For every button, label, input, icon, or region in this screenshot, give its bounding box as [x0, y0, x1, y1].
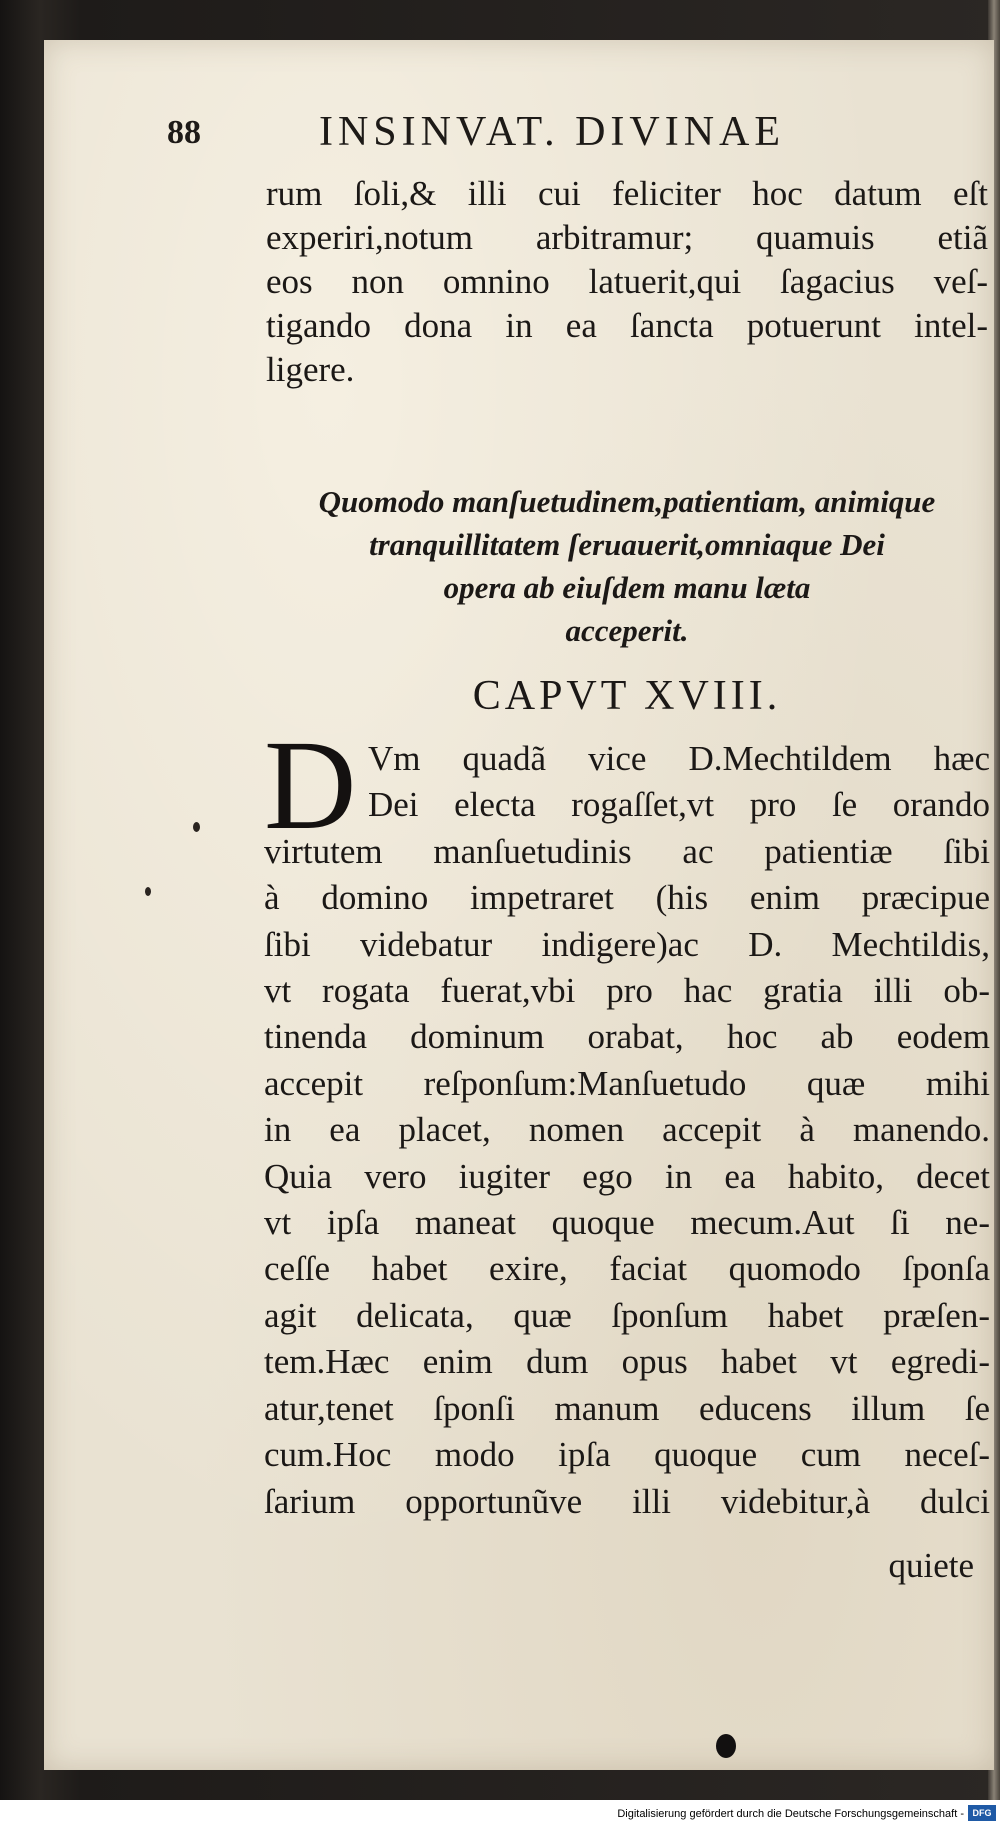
- text-line: Dei electa rogaſſet,vt pro ſe orando: [368, 785, 990, 825]
- continued-paragraph: [266, 172, 988, 392]
- text-line: eos non omnino latuerit,qui ſagacius veſ-: [266, 262, 988, 301]
- text-line: tem.Hæc enim dum opus habet vt egredi-: [264, 1342, 990, 1382]
- summary-line: tranquillitatem ſeruauerit,omniaque Dei: [369, 527, 885, 562]
- ink-blot: [716, 1734, 736, 1758]
- text-line: Vm quadã vice D.Mechtildem hæc: [368, 739, 990, 778]
- text-line: in ea placet, nomen accepit à manendo.: [264, 1110, 990, 1150]
- chapter-summary: [262, 480, 992, 652]
- chapter-title: CAPVT XVIII.: [472, 673, 782, 719]
- text-line: vt ipſa maneat quoque mecum.Aut ſi ne-: [264, 1203, 990, 1243]
- text-line: vt rogata fuerat,vbi pro hac gratia illi ob-: [264, 971, 990, 1011]
- summary-line: opera ab eiuſdem manu læta: [443, 570, 811, 605]
- text-line: experiri,notum arbitramur; quamuis etiã: [266, 218, 988, 257]
- catchword: quiete: [888, 1546, 974, 1585]
- text-line: virtutem manſuetudinis ac patientiæ ſibi: [264, 831, 990, 871]
- text-line: tinenda dominum orabat, hoc ab eodem: [264, 1017, 990, 1057]
- summary-line: Quomodo manſuetudinem,patientiam, animique: [318, 484, 936, 519]
- chapter-body: [264, 736, 990, 1525]
- text-line: ceſſe habet exire, faciat quomodo ſponſa: [264, 1249, 990, 1289]
- text-line: tigando dona in ea ſancta potuerunt intel-: [266, 306, 988, 345]
- text-line: rum ſoli,& illi cui feliciter hoc datum eſt: [266, 174, 988, 213]
- text-line: ſibi videbatur indigere)ac D. Mechtildis,: [264, 924, 990, 964]
- summary-line: acceperit.: [565, 613, 689, 648]
- text-line: accepit reſponſum:Manſuetudo quæ mihi: [264, 1063, 990, 1103]
- page-number: 88: [167, 114, 201, 151]
- footer-band: [0, 1800, 1000, 1824]
- text-line: cum.Hoc modo ipſa quoque cum neceſ-: [264, 1435, 990, 1475]
- text-line: atur,tenet ſponſi manum educens illum ſe: [264, 1388, 990, 1428]
- text-line: ligere.: [266, 350, 355, 389]
- ink-speck: [193, 822, 200, 832]
- text-line: agit delicata, quæ ſponſum habet præſen-: [264, 1295, 990, 1335]
- text-line: Quia vero iugiter ego in ea habito, decet: [264, 1156, 990, 1196]
- funding-credit: Digitalisierung gefördert durch die Deutsche Forschungsgemeinschaft -: [617, 1808, 964, 1820]
- running-head: INSINVAT. DIVINAE: [318, 109, 786, 155]
- text-line: à domino impetraret (his enim præcipue: [264, 878, 990, 918]
- ink-speck: [145, 887, 151, 896]
- text-line: ſarium opportunũve illi videbitur,à dulci: [264, 1481, 990, 1521]
- dfg-logo: DFG: [968, 1805, 996, 1821]
- drop-cap: D: [264, 714, 357, 856]
- page-header: [167, 108, 937, 168]
